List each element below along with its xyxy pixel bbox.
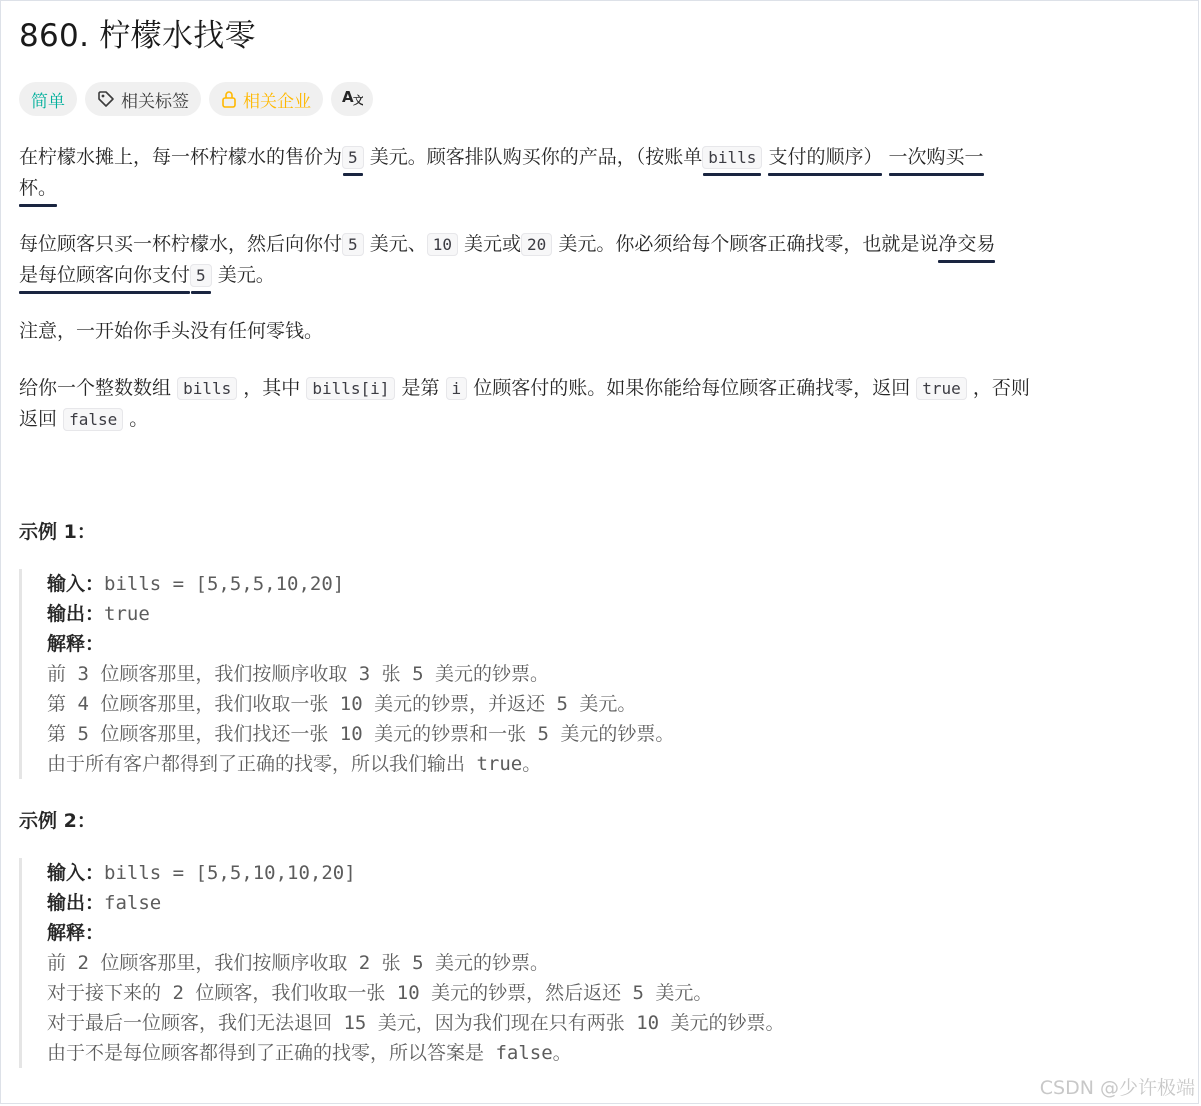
underlined-text: 净交易 (938, 233, 996, 255)
inline-code: bills (702, 146, 762, 169)
example-2-block: 输入：bills = [5,5,10,10,20] 输出：false 解释： 前 2 位顾客那里，我们按顺序收取 2 张 5 美元的钞票。 对于接下来的 2 位顾客，我们收取一张 10 美元的钞票，然后返还 5 美元。 对于最后一位顾客，我们无法退回 15 美元，因为我们现在只有两张 10 美元的钞票。 由于不是每位顾客都得到了正确的找零，所以答案是 false。 (19, 858, 1119, 1068)
description-paragraph-2: 每位顾客只买一杯柠檬水，然后向你付 5 美元、 10 美元或 20 美元。你必须给每个顾客正确找零，也就是说净交易 是每位顾客向你支付 5 美元。 (19, 233, 996, 286)
lock-icon (221, 90, 237, 108)
translate-button[interactable] (331, 82, 373, 116)
related-tags-button[interactable] (85, 82, 201, 116)
example-2-heading: 示例 2： (19, 810, 96, 832)
explanation-line: 第 5 位顾客那里，我们找还一张 10 美元的钞票和一张 5 美元的钞票。 (47, 723, 675, 745)
problem-title: 860. 柠檬水找零 (19, 18, 256, 54)
explanation-line: 由于不是每位顾客都得到了正确的找零，所以答案是 false。 (47, 1042, 572, 1064)
inline-code: 10 (427, 233, 458, 256)
inline-code: i (446, 377, 468, 400)
underlined-text: 一次购买一 (888, 146, 984, 168)
underlined-text: 杯。 (19, 177, 58, 199)
inline-code: 5 (342, 146, 364, 169)
underlined-text: 支付的顺序） (768, 146, 883, 168)
explanation-line: 对于最后一位顾客，我们无法退回 15 美元，因为我们现在只有两张 10 美元的钞票。 (47, 1012, 785, 1034)
inline-code: true (916, 377, 967, 400)
description-paragraph-1: 在柠檬水摊上，每一杯柠檬水的售价为 5 美元。顾客排队购买你的产品，（按账单 bills 支付的顺序） 一次购买一 杯。 (19, 146, 984, 199)
inline-code: 5 (342, 233, 364, 256)
example-output: false (104, 892, 162, 914)
explanation-line: 前 2 位顾客那里，我们按顺序收取 2 张 5 美元的钞票。 (47, 952, 549, 974)
inline-code: bills[i] (306, 377, 395, 400)
inline-code: 20 (521, 233, 552, 256)
related-companies-label: 相关企业 (243, 91, 311, 112)
underlined-text: 是每位顾客向你支付 (19, 264, 191, 286)
explanation-line: 对于接下来的 2 位顾客，我们收取一张 10 美元的钞票，然后返还 5 美元。 (47, 982, 713, 1004)
example-output: true (104, 603, 150, 625)
watermark: CSDN @少许极端 (1039, 1077, 1195, 1099)
explanation-line: 由于所有客户都得到了正确的找零，所以我们输出 true。 (47, 753, 542, 775)
tag-bar (19, 82, 373, 116)
example-1-block: 输入：bills = [5,5,5,10,20] 输出：true 解释： 前 3 位顾客那里，我们按顺序收取 3 张 5 美元的钞票。 第 4 位顾客那里，我们收取一张 10 美元的钞票，并返还 5 美元。 第 5 位顾客那里，我们找还一张 10 美元的钞票和一张 5 美元的钞票。 由于所有客户都得到了正确的找零，所以我们输出 true。 (19, 569, 1119, 779)
description-paragraph-4: 给你一个整数数组 bills ，其中 bills[i] 是第 i 位顾客付的账。如果你能给每位顾客正确找零，返回 true ，否则 返回 false 。 (19, 377, 1030, 430)
inline-code: bills (177, 377, 237, 400)
related-tags-label: 相关标签 (121, 91, 189, 112)
difficulty-tag[interactable] (19, 82, 77, 116)
svg-text:A: A (342, 88, 354, 106)
related-companies-button[interactable] (209, 82, 323, 116)
description-paragraph-3: 注意，一开始你手头没有任何零钱。 (19, 320, 324, 342)
example-1-heading: 示例 1： (19, 521, 96, 543)
explanation-line: 前 3 位顾客那里，我们按顺序收取 3 张 5 美元的钞票。 (47, 663, 549, 685)
translate-icon (341, 87, 363, 111)
difficulty-label: 简单 (31, 91, 65, 112)
explanation-line: 第 4 位顾客那里，我们收取一张 10 美元的钞票，并返还 5 美元。 (47, 693, 637, 715)
svg-text:文: 文 (353, 94, 363, 107)
example-input: bills = [5,5,10,10,20] (104, 862, 356, 884)
tag-icon (97, 90, 115, 108)
example-input: bills = [5,5,5,10,20] (104, 573, 345, 595)
inline-code: false (63, 408, 123, 431)
inline-code: 5 (190, 264, 212, 287)
